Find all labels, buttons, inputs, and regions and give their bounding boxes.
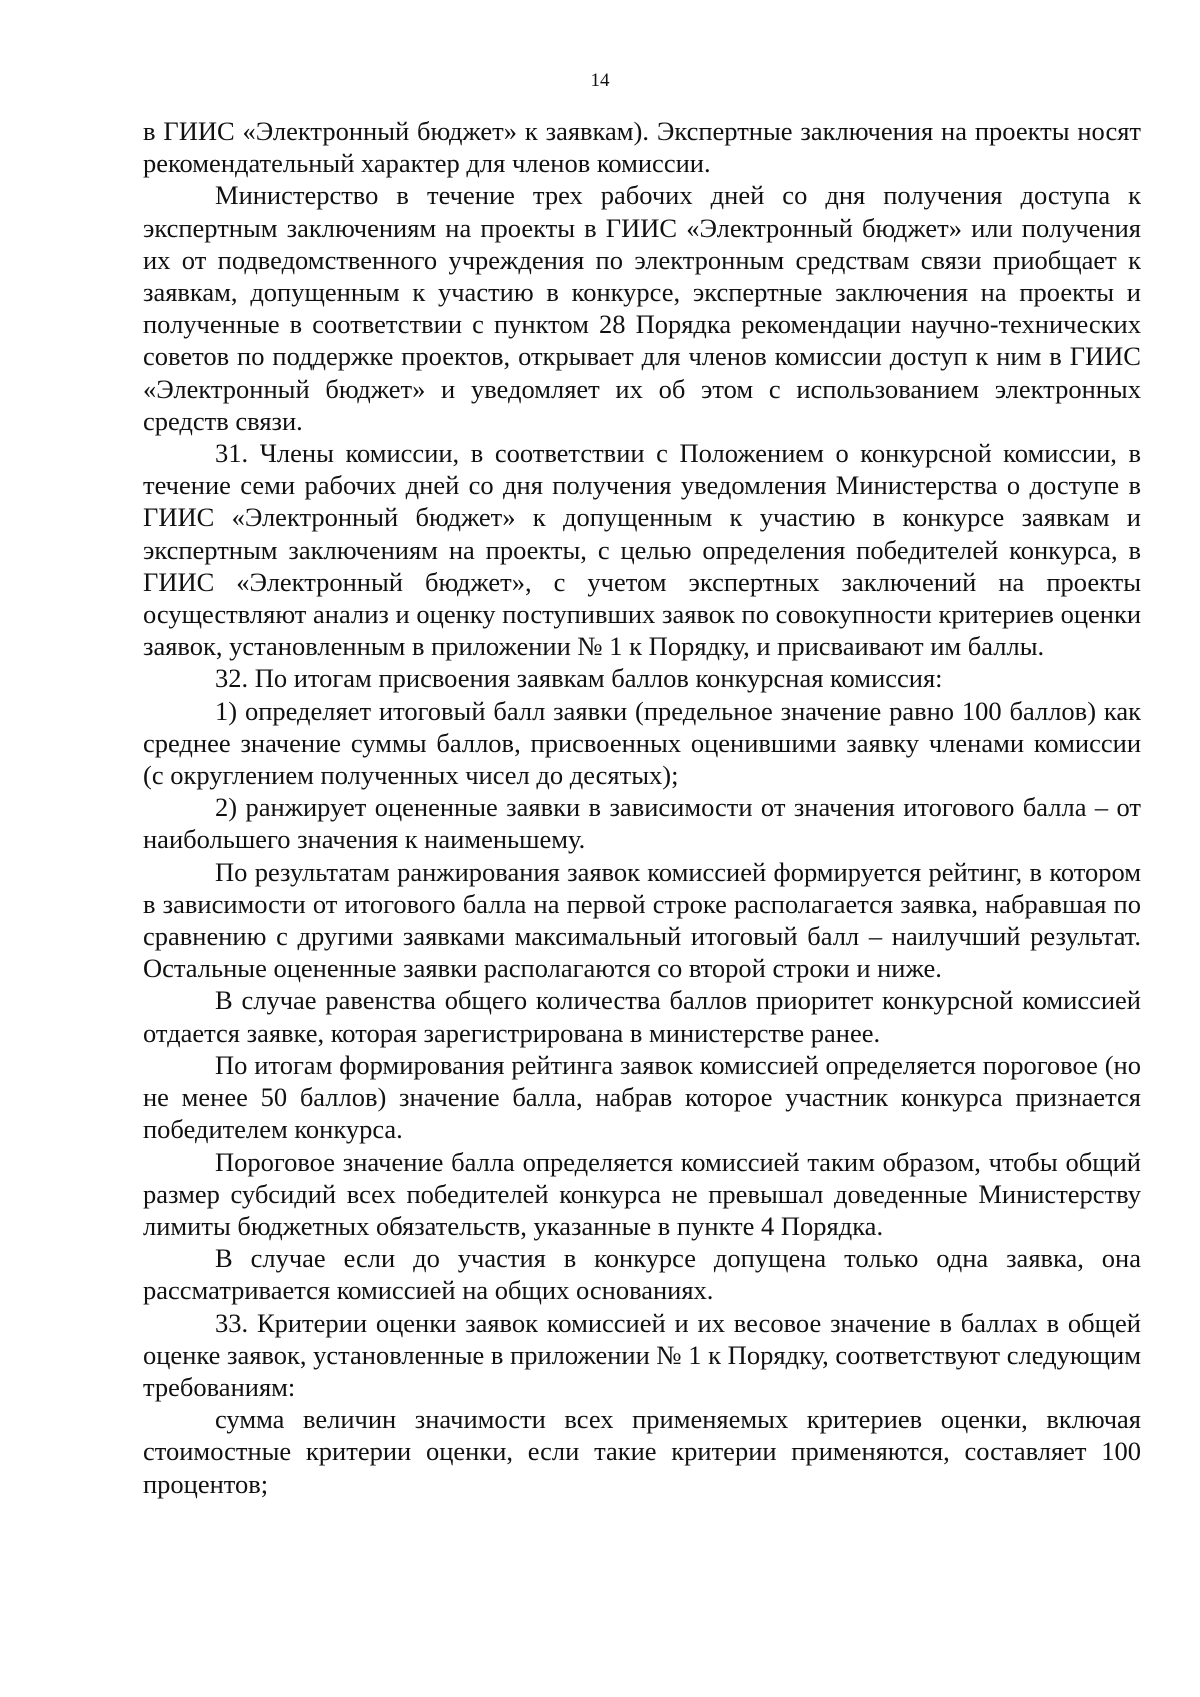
document-body [143,115,1141,1500]
paragraph-clause-31: 31. Члены комиссии, в соответствии с Положением о конкурсной комиссии, в течение семи рабочих дней со дня получения уведомления Министерства о доступе в ГИИС «Электронный бюджет» к допущенным к участию в конкурсе заявкам и экспертным заключениям на проекты, с целью определения победителей конкурса, в ГИИС «Электронный бюджет», с учетом экспертных заключений на проекты осуществляют анализ и оценку поступивших заявок по совокупности критериев оценки заявок, установленным в приложении № 1 к Порядку, и присваивают им баллы. [143,438,1141,662]
paragraph-threshold: По итогам формирования рейтинга заявок комиссией определяется пороговое (но не менее 50 баллов) значение балла, набрав которое участник конкурса признается победителем конкурса. [143,1049,1141,1145]
paragraph-clause-33: 33. Критерии оценки заявок комиссией и их весовое значение в баллах в общей оценке заявок, установленные в приложении № 1 к Порядку, соответствуют следующим требованиям: [143,1307,1141,1402]
paragraph-ranking: По результатам ранжирования заявок комиссией формируется рейтинг, в котором в зависимости от итогового балла на первой строке располагается заявка, набравшая по сравнению с другими заявками максимальный итоговый балл – наилучший результат. Остальные оцененные заявки располагаются со второй строки и ниже. [143,856,1141,984]
paragraph-threshold-definition: Пороговое значение балла определяется комиссией таким образом, чтобы общий размер субсидий всех победителей конкурса не превышал доведенные Министерству лимиты бюджетных обязательств, указанные в пункте 4 Порядка. [143,1146,1141,1241]
page-number: 14 [590,70,610,91]
paragraph-equal-scores: В случае равенства общего количества баллов приоритет конкурсной комиссией отдается заявке, которая зарегистрирована в министерстве ранее. [143,985,1141,1048]
paragraph-clause-32: 32. По итогам присвоения заявкам баллов конкурсная комиссия: [215,663,943,694]
paragraph-clause-32-item-1: 1) определяет итоговый балл заявки (предельное значение равно 100 баллов) как среднее значение суммы баллов, присвоенных оценившими заявку членами комиссии (с округлением полученных чисел до десятых); [143,695,1141,791]
paragraph-ministry-access: Министерство в течение трех рабочих дней со дня получения доступа к экспертным заключениям на проекты в ГИИС «Электронный бюджет» или получения их от подведомственного учреждения по электронным средствам связи приобщает к заявкам, допущенным к участию в конкурсе, экспертные заключения на проекты и полученные в соответствии с пунктом 28 Порядка рекомендации научно-технических советов по поддержке проектов, открывает для членов комиссии доступ к ним в ГИИС «Электронный бюджет» и уведомляет их об этом с использованием электронных средств связи. [143,180,1141,436]
paragraph-criteria-sum: сумма величин значимости всех применяемых критериев оценки, включая стоимостные критерии оценки, если такие критерии применяются, составляет 100 процентов; [143,1404,1141,1499]
paragraph-single-application: В случае если до участия в конкурсе допущена только одна заявка, она рассматривается комиссией на общих основаниях. [143,1243,1141,1306]
paragraph-continuation: в ГИИС «Электронный бюджет» к заявкам). Экспертные заключения на проекты носят рекомендательный характер для членов комиссии. [143,116,1141,179]
paragraph-clause-32-item-2: 2) ранжирует оцененные заявки в зависимости от значения итогового балла – от наибольшего значения к наименьшему. [143,792,1141,855]
